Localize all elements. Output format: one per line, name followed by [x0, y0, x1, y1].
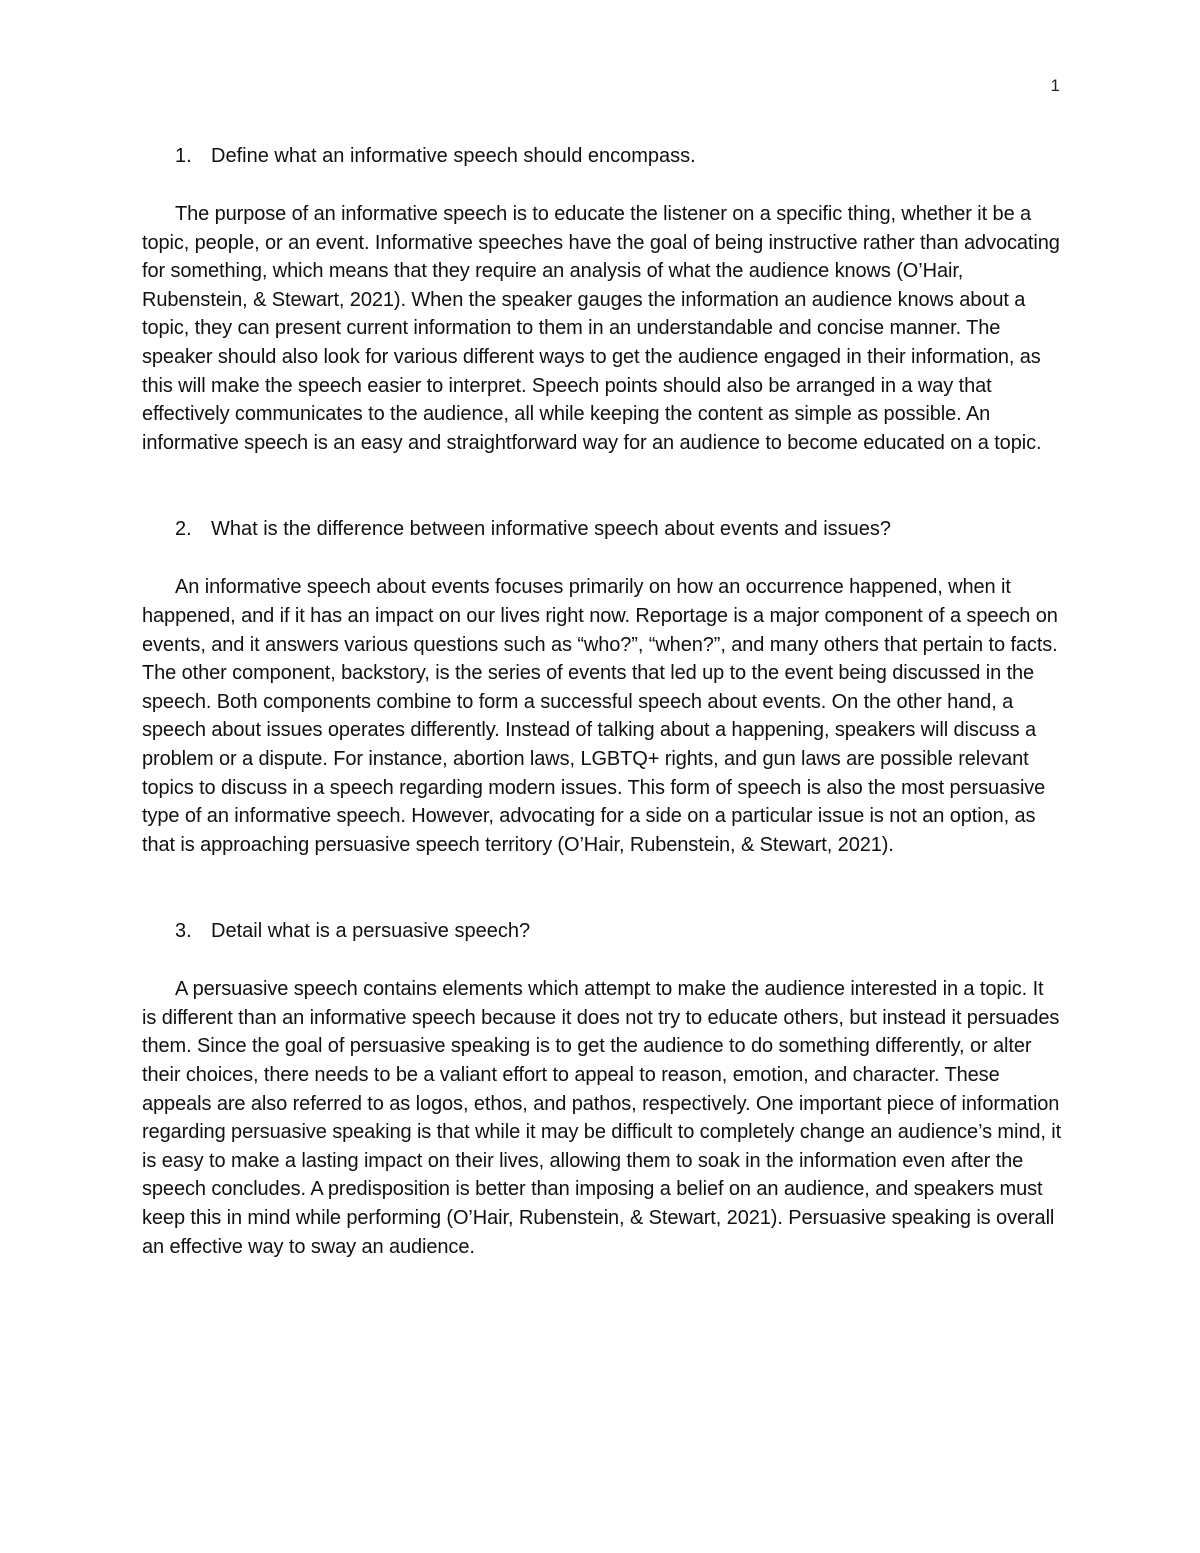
question-heading-1: [142, 142, 1062, 170]
question-heading-2: [142, 515, 1062, 543]
question-text: Detail what is a persuasive speech?: [211, 920, 531, 943]
question-text: What is the difference between informative speech about events and issues?: [211, 518, 892, 541]
document-body: [142, 142, 1062, 1261]
question-number: 1.: [175, 145, 192, 167]
question-section-2: [142, 515, 1062, 859]
page-number: 1: [1050, 76, 1060, 95]
question-heading-3: [142, 917, 1062, 945]
question-text: Define what an informative speech should encompass.: [211, 145, 696, 167]
question-number: 3.: [175, 920, 192, 943]
question-section-1: [142, 142, 1062, 457]
question-number: 2.: [175, 518, 192, 541]
answer-paragraph-2: An informative speech about events focuses primarily on how an occurrence happened, when it happened, and if it has an impact on our lives right now. Reportage is a major component of a speech on events, and it answers various questions such as “who?”, “when?”, and many others that pertain to facts. The other component, backstory, is the series of events that led up to the event being discussed in the speech. Both components combine to form a successful speech about events. On the other hand, a speech about issues operates differently. Instead of talking about a happening, speakers will discuss a problem or a dispute. For instance, abortion laws, LGBTQ+ rights, and gun laws are possible relevant topics to discuss in a speech regarding modern issues. This form of speech is also the most persuasive type of an informative speech. However, advocating for a side on a particular issue is not an option, as that is approaching persuasive speech territory (O’Hair, Rubenstein, & Stewart, 2021).: [142, 576, 1058, 856]
answer-paragraph-1: The purpose of an informative speech is to educate the listener on a specific thing, whether it be a topic, people, or an event. Informative speeches have the goal of being instructive rather than advocating for something, which means that they require an analysis of what the audience knows (O’Hair, Rubenstein, & Stewart, 2021). When the speaker gauges the information an audience knows about a topic, they can present current information to them in an understandable and concise manner. The speaker should also look for various different ways to get the audience engaged in their information, as this will make the speech easier to interpret. Speech points should also be arranged in a way that effectively communicates to the audience, all while keeping the content as simple as possible. An informative speech is an easy and straightforward way for an audience to become educated on a topic.: [142, 203, 1060, 454]
question-section-3: [142, 917, 1062, 1261]
answer-paragraph-3: A persuasive speech contains elements which attempt to make the audience interested in a topic. It is different than an informative speech because it does not try to educate others, but instead it persuades them. Since the goal of persuasive speaking is to get the audience to do something differently, or alter their choices, there needs to be a valiant effort to appeal to reason, emotion, and character. These appeals are also referred to as logos, ethos, and pathos, respectively. One important piece of information regarding persuasive speaking is that while it may be difficult to completely change an audience’s mind, it is easy to make a lasting impact on their lives, allowing them to soak in the information even after the speech concludes. A predisposition is better than imposing a belief on an audience, and speakers must keep this in mind while performing (O’Hair, Rubenstein, & Stewart, 2021). Persuasive speaking is overall an effective way to sway an audience.: [142, 978, 1062, 1258]
